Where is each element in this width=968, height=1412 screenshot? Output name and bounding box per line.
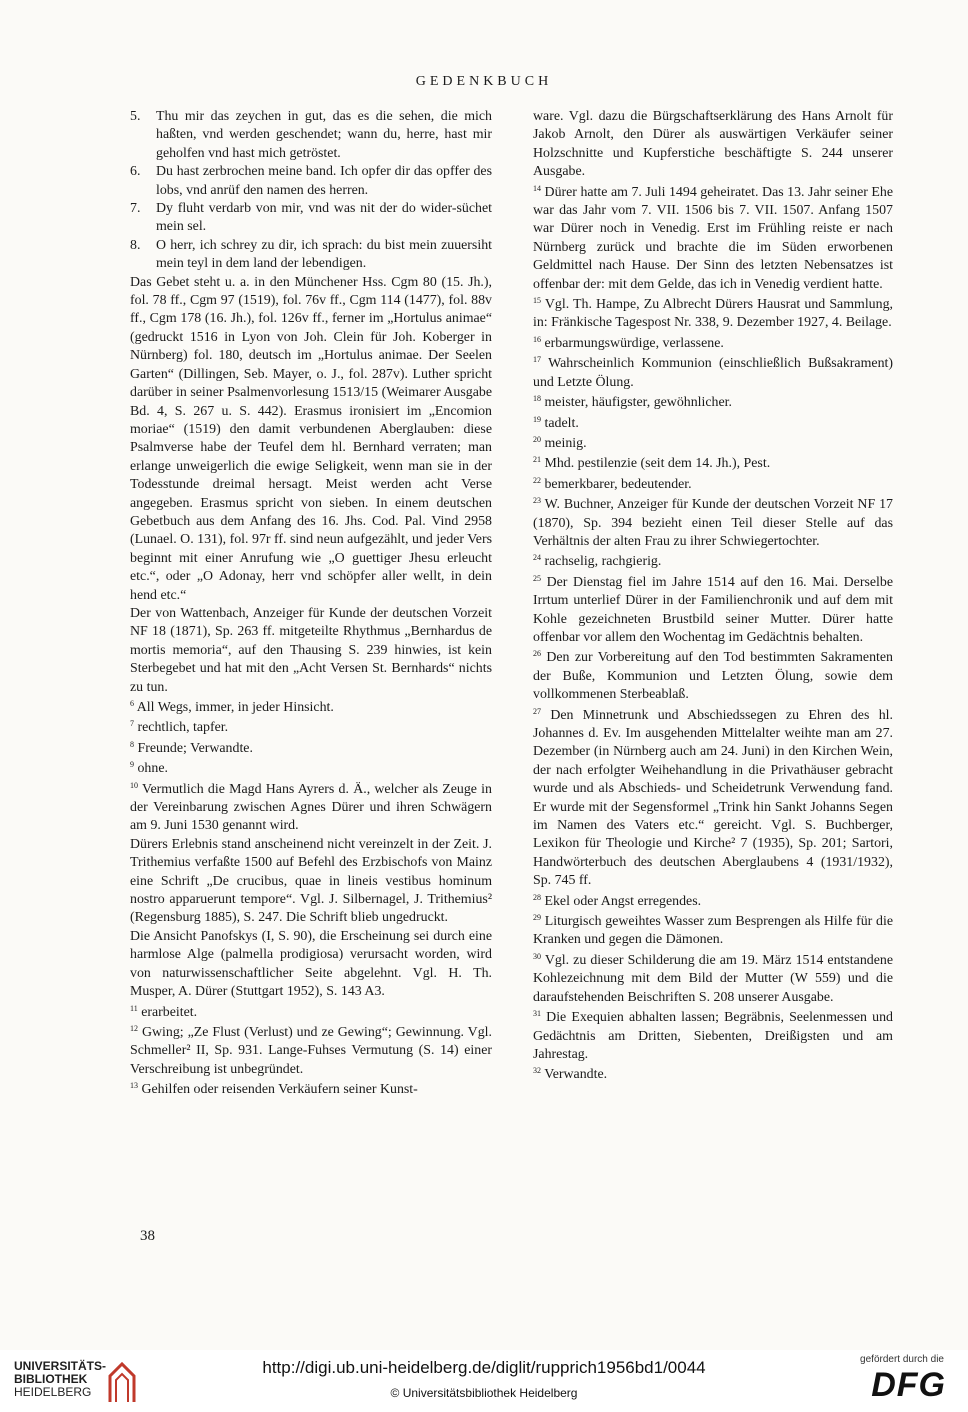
right-column	[533, 108, 893, 1085]
footnote: $^{27}$ Den Minnetrunk und Abschiedssegen zu Ehren des hl. Johannes d. Ev. Im ausgehenden Mittelalter weihte man am 27. Dezember (in Nürnberg auch am 24. Juni) in den Kirchen Wein, der nach erfolgter Weihehandlung in die Privathäuser gebracht wurde und als Abschieds- und Scheidetrunk Verwendung fand. Er wurde mit der Segensformel „Trink hin Sankt Johanns Segen im Namen des Vaters etc.“ gereicht. Vgl. S. Buchberger, Lexikon für Theologie und Kirche² 7 (1935), Sp. 201; Sartori, Handwörterbuch des deutschen Aberglaubens 4 (1931/1932), Sp. 745 ff.	[533, 706, 893, 889]
funding-label: gefördert durch die	[860, 1354, 944, 1365]
footnote: $^{11}$ erarbeitet.	[130, 1003, 198, 1020]
page-number: 38	[140, 1228, 155, 1244]
commentary-paragraph: Das Gebet steht u. a. in den Münchener Hss. Cgm 80 (15. Jh.), fol. 78 ff., Cgm 97 (1519), fol. 76v ff., Cgm 114 (1477), fol. 88v ff., Cgm 178 (16. Jh.), fol. 126v ff., ferner im „Hortulus animae“ (gedruckt 1516 in Lyon von Joh. Clein für Joh. Koberger in Nürnberg) fol. 180, deutsch im „Hortulus animae. Der Seelen Garten“ (Dillingen, Seb. Mayer, o. J., fol. 287v). Luther spricht darüber in seiner Psalmenvorlesung 1513/15 (Weimarer Ausgabe Bd. 4, S. 267 u. S. 442). Erasmus ironisiert im „Encomion moriae“ (1519) den damit verbundenen Aberglauben: diese Psalmverse habe der Teufel dem hl. Bernhard verraten; man erlange unweigerlich die ewige Seligkeit, wenn man sie in der Todesstunde dreimal hersagt. Meist werden acht Verse angegeben. Erasmus spricht von sieben. In einem deutschen Gebetbuch aus dem Anfang des 16. Jhs. Cod. Pal. Vind 2958 (Lunael. O. 131), fol. 97r ff. sind neun aufgezählt, und jeder Vers beginnt mit einer Anrufung wie „O guettiger Jhesu erleucht etc.“, oder „O Adonay, herr vnd schöpfer aller wellt, in dein hend etc.“	[130, 274, 492, 603]
footnote: $^{23}$ W. Buchner, Anzeiger für Kunde der deutschen Vorzeit NF 17 (1870), Sp. 394 bezieht einen Teil dieser Stelle auf das Verhältnis der alten Frau zu ihrer Schwiegertochter.	[533, 496, 893, 549]
footnote: $^7$ rechtlich, tapfer.	[130, 719, 229, 736]
dfg-logo: DFG	[871, 1366, 946, 1404]
footnote: $^9$ ohne.	[130, 760, 168, 777]
commentary-paragraph: Die Ansicht Panofskys (I, S. 90), die Erscheinung sei durch eine harmlose Alge (palmella prodigiosa) verursacht worden, wird von naturwissenschaftlicher Seite abgelehnt. Vgl. H. Th. Musper, A. Dürer (Stuttgart 1952), S. 143 A3.	[130, 928, 492, 1000]
footnote: $^{17}$ Wahrscheinlich Kommunion (einschließlich Bußsakrament) und Letzte Ölung.	[533, 355, 893, 390]
footnote: $^{16}$ erbarmungswürdige, verlassene.	[533, 334, 724, 351]
footnote: $^{18}$ meister, häufigster, gewöhnlicher.	[533, 394, 732, 411]
footnote: $^{29}$ Liturgisch geweihtes Wasser zum Besprengen als Hilfe für die Kranken und gegen die Dämonen.	[533, 913, 893, 948]
footer-bar	[0, 1350, 968, 1412]
footnote: $^{24}$ rachselig, rachgierig.	[533, 553, 662, 570]
footnote: $^{20}$ meinig.	[533, 434, 587, 451]
footnote: $^{31}$ Die Exequien abhalten lassen; Begräbnis, Seelenmessen und Gedächtnis am Dritten, Siebenten, Dreißigsten und am Jahrestag.	[533, 1009, 893, 1062]
verse-item: 6. Du hast zerbrochen meine band. Ich opfer dir das opffer des lobs, vnd anrüf den namen des herren.	[130, 164, 492, 198]
copyright-notice: © Universitätsbibliothek Heidelberg	[390, 1386, 578, 1400]
footnote: $^{13}$ Gehilfen oder reisenden Verkäufern seiner Kunst-	[130, 1081, 418, 1098]
commentary-paragraph: Der von Wattenbach, Anzeiger für Kunde der deutschen Vorzeit NF 18 (1871), Sp. 263 ff. mitgeteilte Rhythmus „Bernhardus de mortis memoria“, auf den Thausing S. 239 hinwies, ist kein Sterbegebet und hat mit den „Acht Versen St. Bernhards“ nichts zu tun.	[130, 605, 492, 695]
footnote: $^{10}$ Vermutlich die Magd Hans Ayrers d. Ä., welcher als Zeuge in der Vereinbarung zwischen Agnes Dürer und ihren Schwägern am 9. Juni 1530 genannt wird.	[130, 780, 492, 834]
footnote: $^{12}$ Gwing; „Ze Flust (Verlust) und ze Gewing“; Gewinnung. Vgl. Schmeller² II, Sp. 931. Lange-Fuhses Vermutung (S. 14) einer Verschreibung ist unbegründet.	[130, 1023, 492, 1077]
footnote: $^{15}$ Vgl. Th. Hampe, Zu Albrecht Dürers Hausrat und Sammlung, in: Fränkische Tagespost Nr. 338, 9. Dezember 1927, 4. Beilage.	[533, 296, 893, 331]
verse-item: 5. Thu mir das zeychen in gut, das es die sehen, die mich haßten, vnd werden geschendet; wann du, herre, hast mir geholfen vnd hast mich getröstet.	[130, 109, 492, 161]
footnote: $^8$ Freunde; Verwandte.	[130, 739, 253, 756]
footnote: $^{28}$ Ekel oder Angst erregendes.	[533, 892, 702, 909]
footnote-continuation: ware. Vgl. dazu die Bürgschaftserklärung des Hans Arnolt für Jakob Arnolt, den Dürer als auswärtigen Verkäufer seiner Holzschnitte und Kupferstiche beschäftigte S. 244 unserer Ausgabe.	[533, 109, 893, 180]
left-column	[130, 108, 492, 1100]
verse-item: 7. Dy fluht verdarb von mir, vnd was nit der do wider-süchet mein sel.	[130, 201, 492, 235]
library-name: UNIVERSITÄTS- BIBLIOTHEK HEIDELBERG	[14, 1359, 107, 1399]
verse-item: 8. O herr, ich schrey zu dir, ich sprach: du bist mein zuuersiht mein teyl in dem land der lebendigen.	[130, 237, 492, 272]
footnote: $^{25}$ Der Dienstag fiel im Jahre 1514 auf den 16. Mai. Derselbe Irrtum unterlief Dürer in der Familienchronik und auf dem mit Kohle gezeichneten Brustbild seiner Mutter. Dürer hatte offenbar vor allem den Wochentag im Gedächtnis behalten.	[533, 573, 893, 645]
footnote: $^{14}$ Dürer hatte am 7. Juli 1494 geheiratet. Das 13. Jahr seiner Ehe war das Jahr vom 7. VII. 1506 bis 7. VII. 1507. Anfang 1507 war Dürer noch in Venedig. Erst im Frühling reiste er nach Nürnberg zurück und brachte die im Süden erworbenen Geldmittel nach Hause. Der Sinn des letzten Nebensatzes ist offenbar der: mit dem Gelde, das ich in Venedig verdient hatte.	[533, 183, 893, 292]
footnote: $^{21}$ Mhd. pestilenzie (seit dem 14. Jh.), Pest.	[533, 455, 771, 472]
source-url-link[interactable]: http://digi.ub.uni-heidelberg.de/diglit/rupprich1956bd1/0044	[262, 1358, 706, 1377]
commentary-paragraph: Dürers Erlebnis stand anscheinend nicht vereinzelt in der Zeit. J. Trithemius verfaßte 1500 auf Befehl des Erzbischofs von Mainz eine Schrift „De crucibus, quae in lineis vestibus hominum nostro apparuerunt tempore“. Vgl. J. Silbernagel, J. Trithemius² (Regensburg 1885), S. 247. Die Schrift blieb ungedruckt.	[130, 836, 492, 926]
footnote: $^{19}$ tadelt.	[533, 414, 579, 431]
footnote: $^{32}$ Verwandte.	[533, 1066, 608, 1083]
footnote: $^{30}$ Vgl. zu dieser Schilderung die am 19. März 1514 entstandene Kohlezeichnung mit dem Bild der Mutter (W 559) und die daraufstehenden Beischriften S. 208 unserer Ausgabe.	[533, 951, 893, 1005]
footnote: $^{26}$ Den zur Vorbereitung auf den Tod bestimmten Sakramenten der Buße, Kommunion und Letzten Ölung, sowie dem vollkommenen Sterbeablaß.	[533, 649, 893, 703]
running-header: GEDENKBUCH	[415, 74, 553, 89]
footnote: $^6$ All Wegs, immer, in jeder Hinsicht.	[130, 699, 334, 715]
footnote: $^{22}$ bemerkbarer, bedeutender.	[533, 475, 692, 492]
